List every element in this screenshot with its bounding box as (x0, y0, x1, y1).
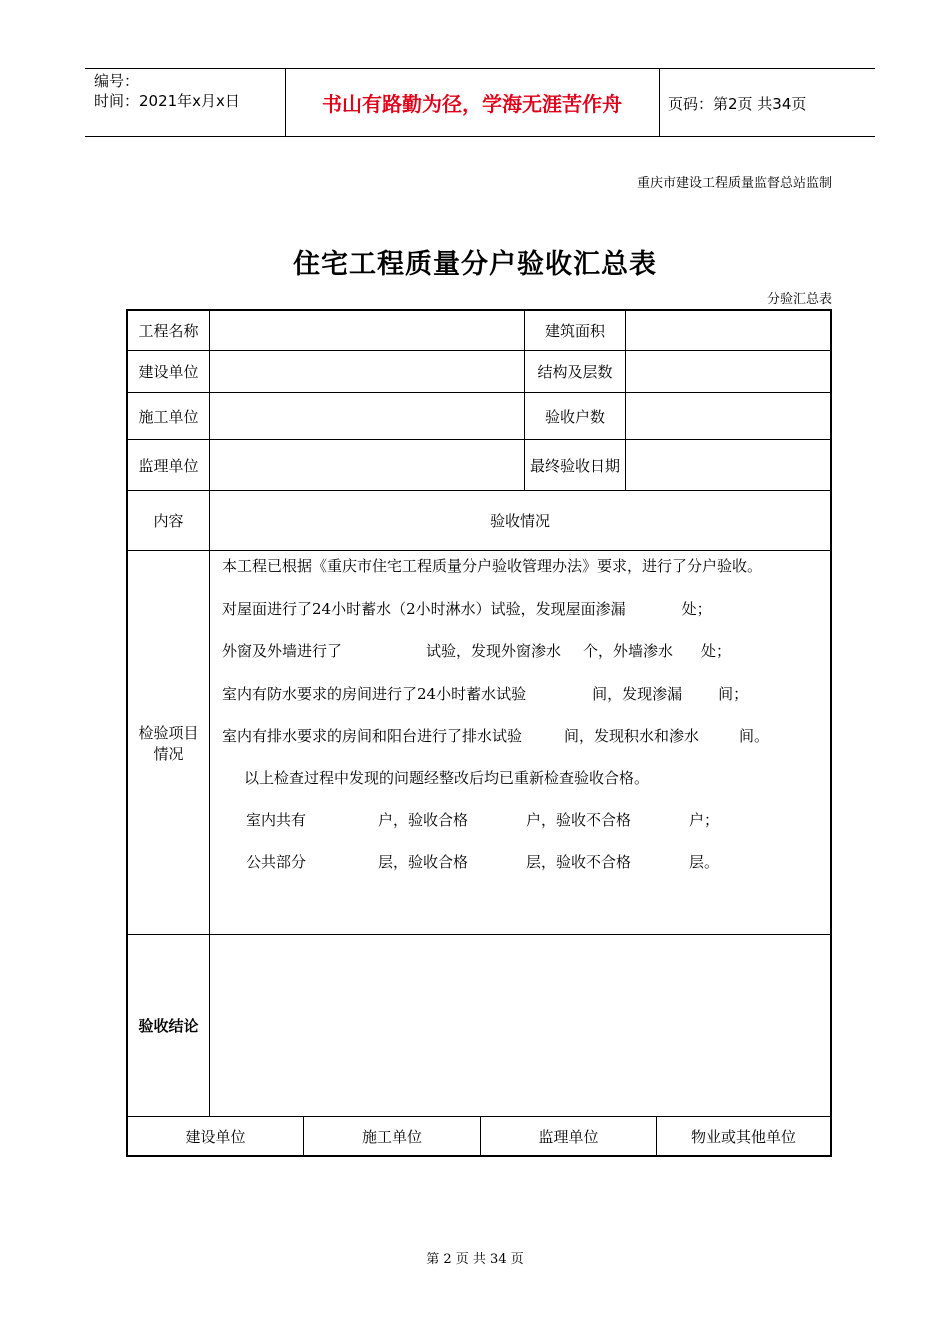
signatory-contractor: 施工单位 (361, 1127, 422, 1146)
page-indicator: 页码：第2页 共34页 (668, 95, 807, 113)
indoor-units-line: 室内共有 户，验收合格 户，验收不合格 户； (246, 811, 720, 829)
final-date-label: 最终验收日期 (529, 456, 620, 475)
header-top-rule (85, 68, 875, 69)
acceptance-status-header: 验收情况 (489, 512, 550, 530)
document-date: 时间：2021年x月x日 (94, 92, 240, 110)
building-area-label: 建筑面积 (544, 322, 605, 340)
supervisor-note: 重庆市建设工程质量监督总站监制 (636, 176, 832, 191)
content-header-label: 内容 (153, 512, 184, 530)
page-footer: 第 2 页 共 34 页 (426, 1252, 524, 1267)
drainage-test-line: 室内有排水要求的房间和阳台进行了排水试验 间，发现积水和渗水 间。 (222, 727, 770, 745)
public-area-line: 公共部分 层，验收合格 层，验收不合格 层。 (246, 853, 720, 871)
unit-count-field[interactable] (626, 393, 830, 439)
project-name-label: 工程名称 (138, 322, 199, 340)
structure-floors-field[interactable] (626, 351, 830, 392)
inspection-label-line: 检验项目 (138, 723, 199, 742)
rectification-note: 以上检查过程中发现的问题经整改后均已重新检查验收合格。 (244, 769, 650, 787)
contractor-label: 施工单位 (138, 407, 199, 426)
structure-floors-label: 结构及层数 (537, 363, 613, 381)
conclusion-label: 验收结论 (138, 1017, 199, 1035)
unit-count-label: 验收户数 (544, 407, 605, 426)
building-area-field[interactable] (626, 311, 830, 350)
inspection-label-line: 情况 (153, 744, 184, 763)
supervisor-unit-field[interactable] (210, 440, 524, 490)
row-divider (128, 550, 830, 551)
inspection-items-label (128, 551, 209, 934)
project-name-field[interactable] (210, 311, 524, 350)
signatory-developer: 建设单位 (185, 1127, 246, 1146)
summary-table (126, 309, 832, 1157)
final-date-field[interactable] (626, 440, 830, 490)
table-code: 分验汇总表 (766, 292, 832, 307)
header-bottom-rule (85, 136, 875, 137)
developer-label: 建设单位 (138, 363, 199, 381)
supervisor-unit-label: 监理单位 (138, 456, 199, 475)
header-motto: 书山有路勤为径，学海无涯苦作舟 (322, 92, 622, 116)
waterproof-room-test-line: 室内有防水要求的房间进行了24小时蓄水试验 间，发现渗漏 间； (222, 685, 749, 703)
developer-field[interactable] (210, 351, 524, 392)
conclusion-field[interactable] (210, 935, 830, 1116)
document-number-label: 编号： (94, 72, 140, 90)
roof-test-line: 对屋面进行了24小时蓄水（2小时淋水）试验，发现屋面渗漏 处； (222, 600, 712, 618)
contractor-field[interactable] (210, 393, 524, 439)
page-title: 住宅工程质量分户验收汇总表 (293, 249, 657, 280)
window-wall-test-line: 外窗及外墙进行了 试验，发现外窗渗水 个，外墙渗水 处； (222, 642, 732, 660)
signatory-supervisor: 监理单位 (538, 1127, 599, 1146)
header-divider (659, 68, 660, 136)
inspection-statement: 本工程已根据《重庆市住宅工程质量分户验收管理办法》要求，进行了分户验收。 (222, 557, 763, 575)
signatory-property: 物业或其他单位 (690, 1127, 796, 1146)
